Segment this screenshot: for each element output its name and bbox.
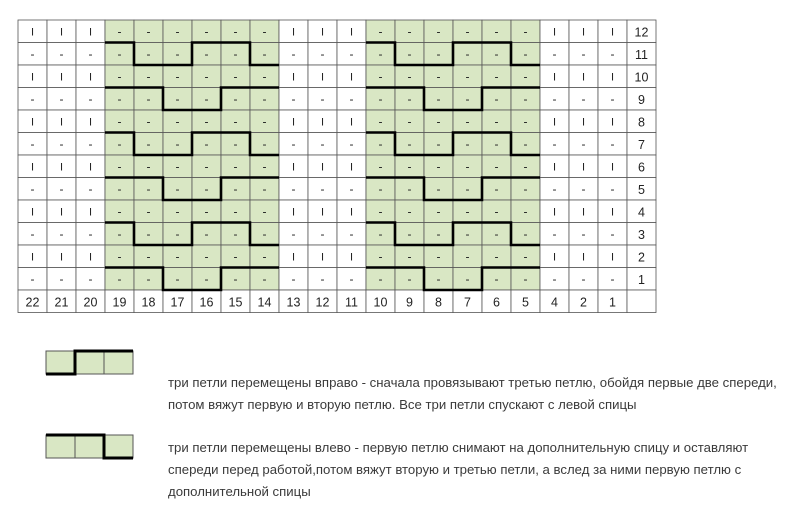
purl-symbol: -	[30, 91, 35, 106]
purl-symbol: -	[523, 24, 528, 39]
purl-symbol: -	[523, 91, 528, 106]
purl-symbol: -	[320, 271, 325, 286]
purl-symbol: -	[436, 181, 441, 196]
purl-symbol: -	[204, 91, 209, 106]
purl-symbol: -	[175, 181, 180, 196]
row-label: 1	[638, 272, 645, 287]
purl-symbol: -	[262, 159, 267, 174]
purl-symbol: -	[436, 136, 441, 151]
row-label: 12	[634, 25, 649, 40]
purl-symbol: -	[349, 46, 354, 61]
purl-symbol: -	[378, 69, 383, 84]
purl-symbol: -	[610, 136, 615, 151]
knit-symbol: I	[610, 206, 615, 219]
purl-symbol: -	[378, 46, 383, 61]
purl-symbol: -	[494, 24, 499, 39]
purl-symbol: -	[204, 249, 209, 264]
column-label: 13	[286, 295, 301, 310]
purl-symbol: -	[523, 249, 528, 264]
row-label: 9	[638, 92, 645, 107]
purl-symbol: -	[146, 136, 151, 151]
column-label: 12	[315, 295, 330, 310]
corner-cell	[627, 290, 656, 313]
purl-symbol: -	[30, 181, 35, 196]
knit-symbol: I	[59, 161, 64, 174]
purl-symbol: -	[610, 226, 615, 241]
purl-symbol: -	[552, 271, 557, 286]
knit-symbol: I	[552, 161, 557, 174]
knit-symbol: I	[349, 206, 354, 219]
column-label: 15	[228, 295, 243, 310]
purl-symbol: -	[436, 91, 441, 106]
purl-symbol: -	[233, 69, 238, 84]
purl-symbol: -	[291, 271, 296, 286]
purl-symbol: -	[378, 271, 383, 286]
purl-symbol: -	[465, 204, 470, 219]
purl-symbol: -	[88, 46, 93, 61]
purl-symbol: -	[117, 46, 122, 61]
purl-symbol: -	[59, 181, 64, 196]
legend-left-cross-text: три петли перемещены влево - первую петлю снимают на дополнительную спицу и оставляют спереди перед работой,потом вяжут вторую и третью петли, а вслед за ними первую петлю с дополнительной спицы	[168, 440, 749, 499]
purl-symbol: -	[175, 69, 180, 84]
purl-symbol: -	[146, 114, 151, 129]
purl-symbol: -	[88, 136, 93, 151]
purl-symbol: -	[320, 46, 325, 61]
column-label: 14	[257, 295, 272, 310]
purl-symbol: -	[465, 271, 470, 286]
knit-symbol: I	[320, 71, 325, 84]
purl-symbol: -	[436, 226, 441, 241]
purl-symbol: -	[291, 136, 296, 151]
purl-symbol: -	[523, 204, 528, 219]
knit-symbol: I	[349, 71, 354, 84]
knit-symbol: I	[88, 251, 93, 264]
knit-symbol: I	[88, 26, 93, 39]
purl-symbol: -	[59, 91, 64, 106]
purl-symbol: -	[175, 136, 180, 151]
purl-symbol: -	[262, 69, 267, 84]
purl-symbol: -	[320, 226, 325, 241]
purl-symbol: -	[233, 181, 238, 196]
purl-symbol: -	[465, 69, 470, 84]
purl-symbol: -	[494, 159, 499, 174]
column-label: 7	[464, 295, 471, 310]
purl-symbol: -	[262, 114, 267, 129]
purl-symbol: -	[204, 24, 209, 39]
purl-symbol: -	[494, 91, 499, 106]
purl-symbol: -	[523, 271, 528, 286]
purl-symbol: -	[146, 226, 151, 241]
column-label: 1	[609, 295, 616, 310]
column-label: 16	[199, 295, 214, 310]
purl-symbol: -	[552, 46, 557, 61]
purl-symbol: -	[117, 181, 122, 196]
column-label: 6	[493, 295, 500, 310]
purl-symbol: -	[59, 46, 64, 61]
purl-symbol: -	[233, 226, 238, 241]
purl-symbol: -	[146, 271, 151, 286]
knit-symbol: I	[30, 161, 35, 174]
purl-symbol: -	[88, 181, 93, 196]
column-label: 2	[580, 295, 587, 310]
knit-symbol: I	[610, 71, 615, 84]
purl-symbol: -	[523, 159, 528, 174]
knit-symbol: I	[291, 26, 296, 39]
purl-symbol: -	[233, 249, 238, 264]
purl-symbol: -	[523, 226, 528, 241]
purl-symbol: -	[291, 91, 296, 106]
purl-symbol: -	[407, 46, 412, 61]
purl-symbol: -	[117, 159, 122, 174]
purl-symbol: -	[581, 136, 586, 151]
purl-symbol: -	[175, 114, 180, 129]
purl-symbol: -	[233, 46, 238, 61]
column-label: 19	[112, 295, 127, 310]
row-label: 10	[634, 70, 649, 85]
purl-symbol: -	[494, 114, 499, 129]
purl-symbol: -	[407, 249, 412, 264]
purl-symbol: -	[262, 91, 267, 106]
purl-symbol: -	[610, 271, 615, 286]
purl-symbol: -	[436, 24, 441, 39]
knit-symbol: I	[59, 71, 64, 84]
purl-symbol: -	[291, 226, 296, 241]
knit-symbol: I	[291, 206, 296, 219]
purl-symbol: -	[117, 136, 122, 151]
purl-symbol: -	[262, 271, 267, 286]
purl-symbol: -	[262, 181, 267, 196]
purl-symbol: -	[117, 69, 122, 84]
purl-symbol: -	[204, 181, 209, 196]
purl-symbol: -	[581, 91, 586, 106]
column-label: 5	[522, 295, 529, 310]
purl-symbol: -	[204, 204, 209, 219]
purl-symbol: -	[233, 114, 238, 129]
purl-symbol: -	[436, 159, 441, 174]
purl-symbol: -	[117, 226, 122, 241]
purl-symbol: -	[378, 91, 383, 106]
row-label: 7	[638, 137, 645, 152]
purl-symbol: -	[523, 114, 528, 129]
purl-symbol: -	[465, 249, 470, 264]
purl-symbol: -	[581, 181, 586, 196]
knit-symbol: I	[581, 206, 586, 219]
purl-symbol: -	[262, 249, 267, 264]
row-label: 11	[635, 47, 648, 62]
purl-symbol: -	[233, 24, 238, 39]
knit-symbol: I	[59, 206, 64, 219]
purl-symbol: -	[378, 181, 383, 196]
knit-symbol: I	[581, 116, 586, 129]
purl-symbol: -	[436, 271, 441, 286]
column-label: 9	[406, 295, 413, 310]
column-label: 17	[170, 295, 185, 310]
knit-symbol: I	[30, 116, 35, 129]
purl-symbol: -	[30, 46, 35, 61]
purl-symbol: -	[378, 136, 383, 151]
purl-symbol: -	[204, 136, 209, 151]
knit-symbol: I	[610, 26, 615, 39]
knit-symbol: I	[552, 251, 557, 264]
purl-symbol: -	[320, 181, 325, 196]
purl-symbol: -	[117, 204, 122, 219]
purl-symbol: -	[59, 136, 64, 151]
knit-symbol: I	[552, 26, 557, 39]
purl-symbol: -	[581, 226, 586, 241]
purl-symbol: -	[30, 271, 35, 286]
knit-symbol: I	[581, 251, 586, 264]
purl-symbol: -	[581, 46, 586, 61]
row-label: 8	[638, 115, 645, 130]
column-label: 18	[141, 295, 156, 310]
purl-symbol: -	[262, 24, 267, 39]
purl-symbol: -	[494, 69, 499, 84]
purl-symbol: -	[407, 91, 412, 106]
row-label: 6	[638, 160, 645, 175]
purl-symbol: -	[465, 24, 470, 39]
purl-symbol: -	[117, 249, 122, 264]
knit-symbol: I	[88, 116, 93, 129]
knit-symbol: I	[610, 161, 615, 174]
knit-symbol: I	[349, 116, 354, 129]
row-label: 3	[638, 227, 645, 242]
purl-symbol: -	[175, 46, 180, 61]
knit-symbol: I	[349, 26, 354, 39]
knit-symbol: I	[291, 71, 296, 84]
purl-symbol: -	[175, 226, 180, 241]
purl-symbol: -	[204, 271, 209, 286]
purl-symbol: -	[378, 159, 383, 174]
knit-symbol: I	[30, 26, 35, 39]
purl-symbol: -	[407, 114, 412, 129]
purl-symbol: -	[407, 226, 412, 241]
purl-symbol: -	[262, 46, 267, 61]
purl-symbol: -	[59, 226, 64, 241]
knit-symbol: I	[320, 251, 325, 264]
purl-symbol: -	[204, 69, 209, 84]
knit-symbol: I	[59, 26, 64, 39]
purl-symbol: -	[204, 226, 209, 241]
knit-symbol: I	[349, 161, 354, 174]
purl-symbol: -	[436, 46, 441, 61]
purl-symbol: -	[436, 204, 441, 219]
knit-symbol: I	[320, 161, 325, 174]
knit-symbol: I	[349, 251, 354, 264]
purl-symbol: -	[494, 181, 499, 196]
purl-symbol: -	[552, 136, 557, 151]
purl-symbol: -	[349, 271, 354, 286]
purl-symbol: -	[262, 136, 267, 151]
purl-symbol: -	[30, 136, 35, 151]
purl-symbol: -	[291, 181, 296, 196]
purl-symbol: -	[320, 136, 325, 151]
purl-symbol: -	[465, 91, 470, 106]
knit-symbol: I	[291, 116, 296, 129]
purl-symbol: -	[523, 181, 528, 196]
purl-symbol: -	[88, 91, 93, 106]
purl-symbol: -	[552, 181, 557, 196]
purl-symbol: -	[494, 204, 499, 219]
purl-symbol: -	[204, 46, 209, 61]
purl-symbol: -	[407, 24, 412, 39]
purl-symbol: -	[494, 249, 499, 264]
purl-symbol: -	[204, 114, 209, 129]
knit-symbol: I	[581, 161, 586, 174]
cable-right-icon	[45, 348, 137, 376]
purl-symbol: -	[465, 114, 470, 129]
purl-symbol: -	[378, 226, 383, 241]
purl-symbol: -	[175, 91, 180, 106]
purl-symbol: -	[523, 46, 528, 61]
purl-symbol: -	[146, 181, 151, 196]
knit-symbol: I	[552, 116, 557, 129]
knit-symbol: I	[88, 206, 93, 219]
purl-symbol: -	[175, 204, 180, 219]
knit-symbol: I	[552, 71, 557, 84]
purl-symbol: -	[291, 46, 296, 61]
purl-symbol: -	[262, 226, 267, 241]
knit-symbol: I	[291, 251, 296, 264]
purl-symbol: -	[146, 159, 151, 174]
purl-symbol: -	[320, 91, 325, 106]
knit-symbol: I	[610, 116, 615, 129]
purl-symbol: -	[465, 46, 470, 61]
purl-symbol: -	[581, 271, 586, 286]
purl-symbol: -	[349, 181, 354, 196]
purl-symbol: -	[175, 159, 180, 174]
column-label: 20	[83, 295, 98, 310]
purl-symbol: -	[610, 91, 615, 106]
knit-symbol: I	[88, 161, 93, 174]
purl-symbol: -	[204, 159, 209, 174]
purl-symbol: -	[233, 159, 238, 174]
knit-symbol: I	[320, 26, 325, 39]
row-label: 4	[638, 205, 645, 220]
knit-symbol: I	[88, 71, 93, 84]
knit-symbol: I	[552, 206, 557, 219]
purl-symbol: -	[146, 69, 151, 84]
purl-symbol: -	[175, 271, 180, 286]
purl-symbol: -	[175, 249, 180, 264]
purl-symbol: -	[233, 91, 238, 106]
purl-symbol: -	[407, 159, 412, 174]
purl-symbol: -	[465, 159, 470, 174]
column-label: 21	[54, 295, 69, 310]
purl-symbol: -	[552, 91, 557, 106]
row-label: 5	[638, 182, 645, 197]
purl-symbol: -	[146, 249, 151, 264]
purl-symbol: -	[494, 226, 499, 241]
column-label: 22	[25, 295, 40, 310]
knit-symbol: I	[581, 71, 586, 84]
knit-symbol: I	[581, 26, 586, 39]
purl-symbol: -	[610, 181, 615, 196]
purl-symbol: -	[146, 24, 151, 39]
purl-symbol: -	[610, 46, 615, 61]
purl-symbol: -	[407, 181, 412, 196]
purl-symbol: -	[117, 91, 122, 106]
purl-symbol: -	[146, 46, 151, 61]
knit-symbol: I	[30, 251, 35, 264]
column-label: 4	[551, 295, 558, 310]
purl-symbol: -	[436, 114, 441, 129]
purl-symbol: -	[407, 204, 412, 219]
purl-symbol: -	[117, 114, 122, 129]
purl-symbol: -	[88, 271, 93, 286]
purl-symbol: -	[146, 91, 151, 106]
legend-right-cross-text: три петли перемещены вправо - сначала провязывают третью петлю, обойдя первые две спереди, потом вяжут первую и вторую петлю. Все три петли спускают с левой спицы	[168, 375, 777, 412]
purl-symbol: -	[378, 114, 383, 129]
purl-symbol: -	[117, 24, 122, 39]
knit-symbol: I	[320, 206, 325, 219]
purl-symbol: -	[378, 24, 383, 39]
column-label: 10	[373, 295, 388, 310]
purl-symbol: -	[117, 271, 122, 286]
knit-symbol: I	[30, 71, 35, 84]
purl-symbol: -	[233, 271, 238, 286]
cable-left-icon	[45, 432, 137, 460]
purl-symbol: -	[494, 46, 499, 61]
purl-symbol: -	[494, 136, 499, 151]
purl-symbol: -	[407, 136, 412, 151]
purl-symbol: -	[465, 226, 470, 241]
purl-symbol: -	[465, 181, 470, 196]
column-label: 11	[345, 295, 358, 310]
purl-symbol: -	[349, 226, 354, 241]
purl-symbol: -	[59, 271, 64, 286]
purl-symbol: -	[523, 69, 528, 84]
purl-symbol: -	[146, 204, 151, 219]
knit-symbol: I	[610, 251, 615, 264]
purl-symbol: -	[262, 204, 267, 219]
purl-symbol: -	[494, 271, 499, 286]
purl-symbol: -	[465, 136, 470, 151]
knit-symbol: I	[291, 161, 296, 174]
purl-symbol: -	[175, 24, 180, 39]
purl-symbol: -	[407, 69, 412, 84]
purl-symbol: -	[436, 69, 441, 84]
column-label: 8	[435, 295, 442, 310]
knit-symbol: I	[30, 206, 35, 219]
purl-symbol: -	[523, 136, 528, 151]
row-label: 2	[638, 250, 645, 265]
purl-symbol: -	[88, 226, 93, 241]
purl-symbol: -	[349, 91, 354, 106]
purl-symbol: -	[407, 271, 412, 286]
purl-symbol: -	[30, 226, 35, 241]
knit-symbol: I	[320, 116, 325, 129]
knit-symbol: I	[59, 116, 64, 129]
purl-symbol: -	[233, 204, 238, 219]
purl-symbol: -	[233, 136, 238, 151]
purl-symbol: -	[552, 226, 557, 241]
purl-symbol: -	[378, 204, 383, 219]
purl-symbol: -	[349, 136, 354, 151]
purl-symbol: -	[378, 249, 383, 264]
purl-symbol: -	[436, 249, 441, 264]
knit-symbol: I	[59, 251, 64, 264]
